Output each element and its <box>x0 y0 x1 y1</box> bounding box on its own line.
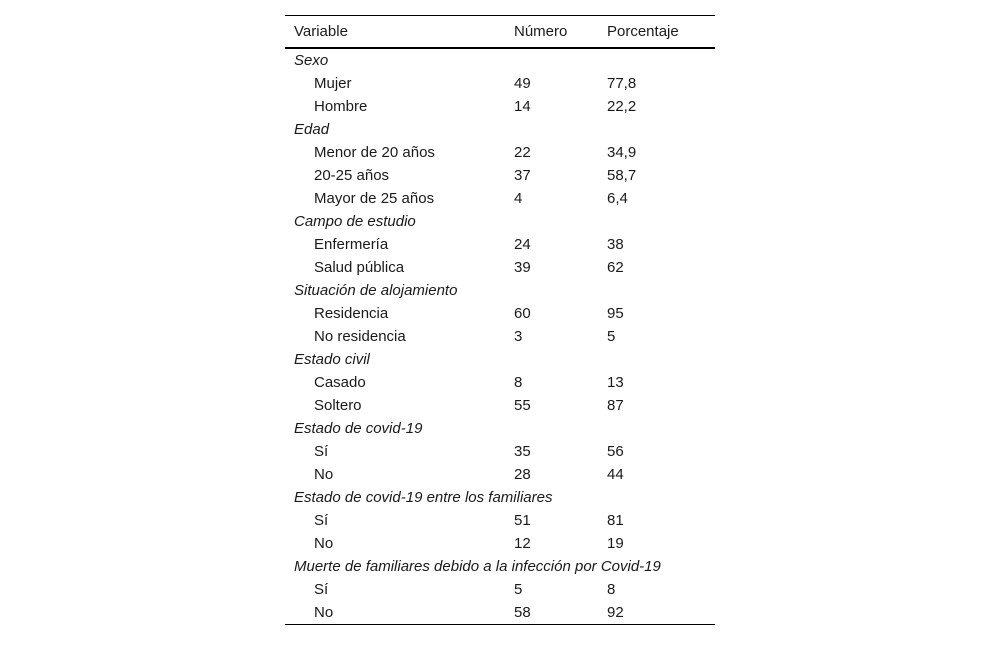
table-row <box>285 578 715 601</box>
group-label: Estado de covid-19 <box>294 420 423 437</box>
table-row <box>285 463 715 486</box>
row-percent: 77,8 <box>607 75 637 92</box>
row-number: 22 <box>514 144 531 161</box>
table-row <box>285 256 715 279</box>
row-label: Mayor de 25 años <box>314 190 435 207</box>
row-percent: 81 <box>607 512 624 529</box>
group-label: Situación de alojamiento <box>294 282 458 299</box>
table-row <box>285 532 715 555</box>
table-row <box>285 440 715 463</box>
row-percent: 87 <box>607 397 624 414</box>
row-number: 24 <box>514 236 531 253</box>
header-row <box>285 16 715 49</box>
row-label: 20-25 años <box>314 167 390 184</box>
row-percent: 13 <box>607 374 624 391</box>
row-percent: 58,7 <box>607 167 637 184</box>
group-label: Estado de covid-19 entre los familiares <box>294 489 553 506</box>
row-label: Enfermería <box>314 236 389 253</box>
row-number: 49 <box>514 75 531 92</box>
row-number: 39 <box>514 259 531 276</box>
row-label: Sí <box>314 512 329 529</box>
demographics-table <box>285 15 715 625</box>
row-label: No <box>314 466 334 483</box>
table-row <box>285 164 715 187</box>
row-number: 51 <box>514 512 531 529</box>
header-number: Número <box>514 23 568 40</box>
group-label: Sexo <box>294 52 329 69</box>
table-row <box>285 187 715 210</box>
table-header <box>285 16 715 49</box>
group-header-row <box>285 210 715 233</box>
row-percent: 62 <box>607 259 624 276</box>
row-number: 28 <box>514 466 531 483</box>
group-header-row <box>285 279 715 302</box>
group-header-row <box>285 118 715 141</box>
row-number: 37 <box>514 167 531 184</box>
row-number: 60 <box>514 305 531 322</box>
row-percent: 44 <box>607 466 624 483</box>
row-label: Menor de 20 años <box>314 144 435 161</box>
table-row <box>285 601 715 625</box>
table-row <box>285 509 715 532</box>
row-label: No residencia <box>314 328 406 345</box>
row-label: Residencia <box>314 305 389 322</box>
row-percent: 92 <box>607 604 624 621</box>
group-label: Campo de estudio <box>294 213 416 230</box>
row-number: 58 <box>514 604 531 621</box>
row-percent: 5 <box>607 328 616 345</box>
table-row <box>285 233 715 256</box>
row-percent: 56 <box>607 443 624 460</box>
row-number: 3 <box>514 328 523 345</box>
group-header-row <box>285 486 715 509</box>
group-label: Estado civil <box>294 351 370 368</box>
row-percent: 34,9 <box>607 144 637 161</box>
group-label: Edad <box>294 121 330 138</box>
table-row <box>285 394 715 417</box>
group-header-row <box>285 555 715 578</box>
row-label: Casado <box>314 374 366 391</box>
group-label: Muerte de familiares debido a la infección por Covid-19 <box>294 558 661 575</box>
row-number: 8 <box>514 374 523 391</box>
row-percent: 8 <box>607 581 616 598</box>
table-row <box>285 371 715 394</box>
row-label: Salud pública <box>314 259 405 276</box>
table-row <box>285 325 715 348</box>
group-header-row <box>285 348 715 371</box>
row-label: No <box>314 535 334 552</box>
table-body <box>285 48 715 625</box>
row-percent: 22,2 <box>607 98 637 115</box>
row-percent: 19 <box>607 535 624 552</box>
header-percent: Porcentaje <box>607 23 679 40</box>
table-row <box>285 72 715 95</box>
row-label: Mujer <box>314 75 352 92</box>
row-number: 35 <box>514 443 531 460</box>
row-label: Soltero <box>314 397 362 414</box>
row-label: Hombre <box>314 98 368 115</box>
table-row <box>285 95 715 118</box>
row-number: 4 <box>514 190 523 207</box>
row-label: No <box>314 604 334 621</box>
header-variable: Variable <box>294 23 348 40</box>
table-row <box>285 141 715 164</box>
row-number: 14 <box>514 98 531 115</box>
row-number: 5 <box>514 581 523 598</box>
row-number: 55 <box>514 397 531 414</box>
row-percent: 6,4 <box>607 190 628 207</box>
group-header-row <box>285 417 715 440</box>
group-header-row <box>285 48 715 72</box>
table-row <box>285 302 715 325</box>
row-percent: 95 <box>607 305 624 322</box>
row-label: Sí <box>314 443 329 460</box>
row-number: 12 <box>514 535 531 552</box>
demographics-table-container <box>285 15 715 625</box>
row-percent: 38 <box>607 236 624 253</box>
row-label: Sí <box>314 581 329 598</box>
